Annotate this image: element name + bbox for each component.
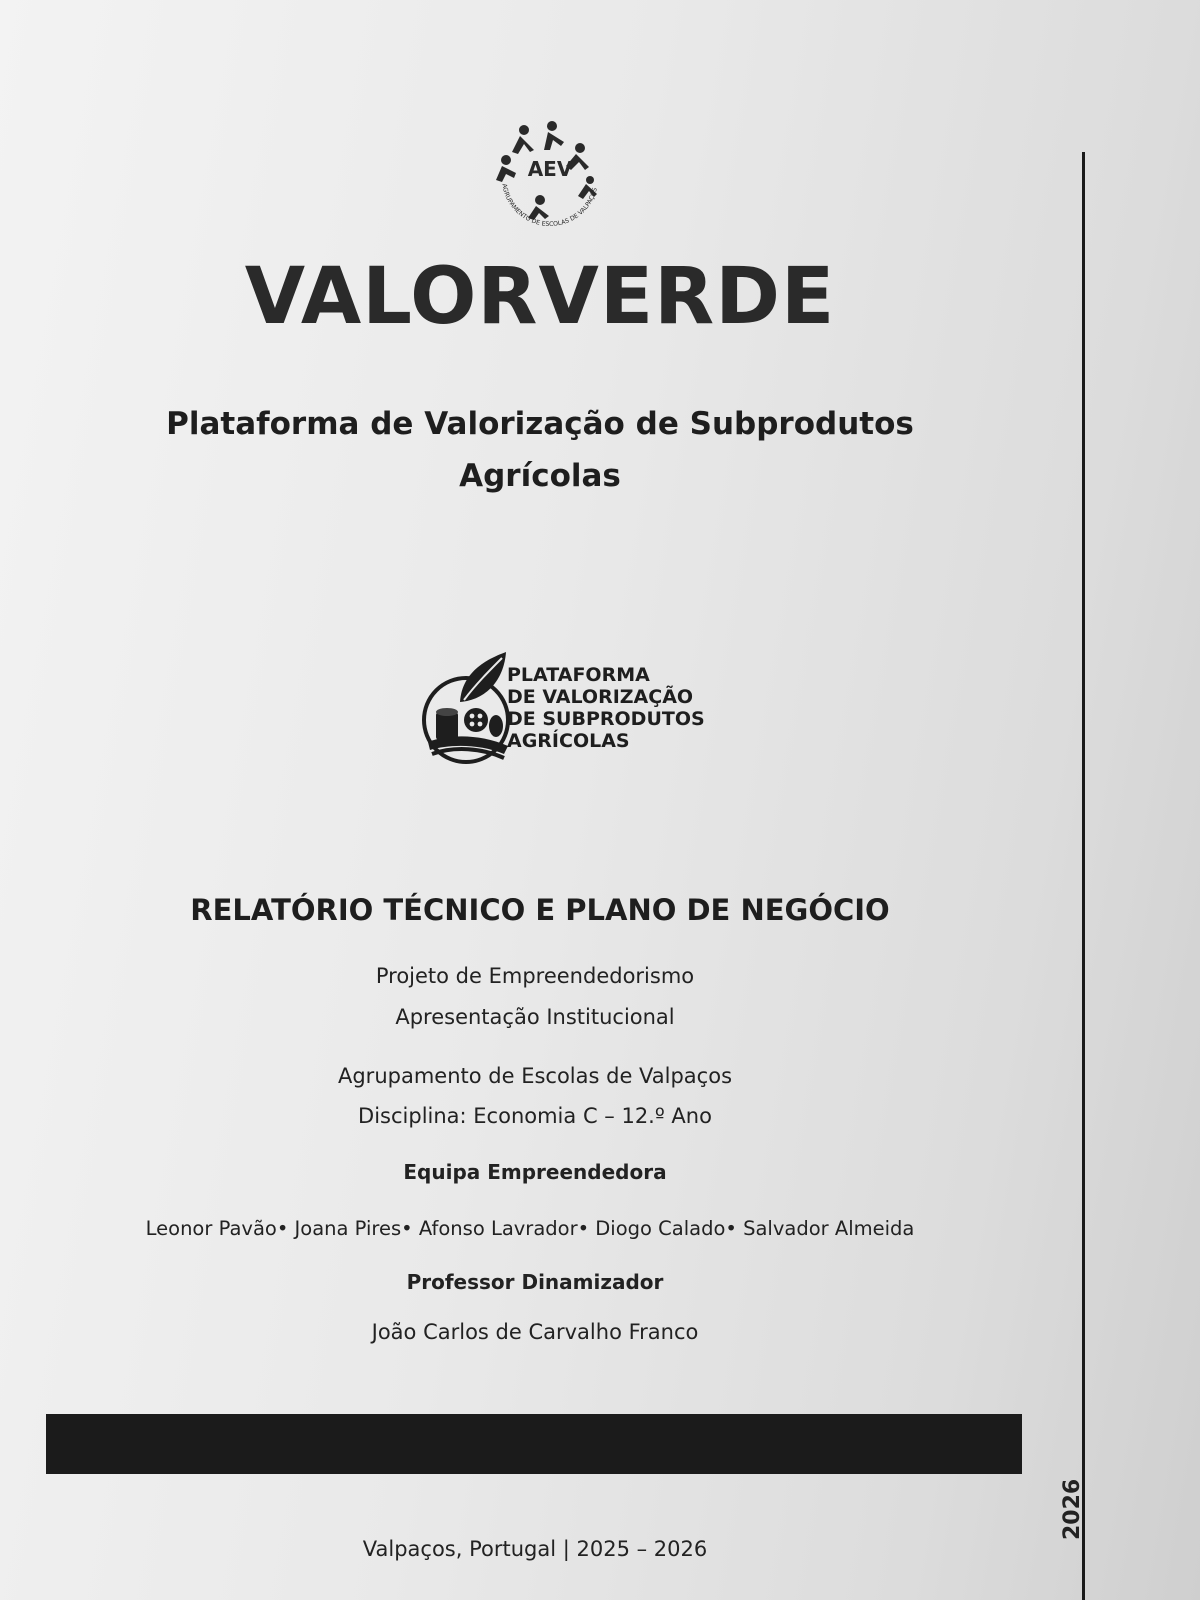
seal-ring-text: AGRUPAMENTO DE ESCOLAS DE VALPAÇOS bbox=[500, 183, 599, 229]
seal-initials: AEV bbox=[527, 157, 573, 181]
leaf-crop-icon bbox=[420, 650, 510, 778]
presentation-type: Apresentação Institucional bbox=[395, 1005, 675, 1029]
team-heading: Equipa Empreendedora bbox=[403, 1160, 667, 1184]
project-subtitle bbox=[130, 398, 950, 502]
discipline: Disciplina: Economia C – 12.º Ano bbox=[358, 1104, 712, 1128]
page-edge-line bbox=[1082, 152, 1085, 1600]
location-year: Valpaços, Portugal | 2025 – 2026 bbox=[362, 1537, 708, 1561]
school-seal-logo bbox=[480, 118, 620, 248]
logo-line-3: DE SUBPRODUTOS bbox=[507, 708, 705, 730]
project-title: VALORVERDE bbox=[244, 252, 836, 342]
professor-heading: Professor Dinamizador bbox=[406, 1270, 664, 1294]
logo-line-4: AGRÍCOLAS bbox=[507, 730, 630, 752]
subtitle-line-2: Agrícolas bbox=[459, 458, 621, 494]
platform-logo bbox=[420, 650, 705, 778]
logo-line-1: PLATAFORMA bbox=[507, 664, 650, 686]
team-members: Leonor Pavão• Joana Pires• Afonso Lavrador• Diogo Calado• Salvador Almeida bbox=[145, 1217, 915, 1240]
school-name: Agrupamento de Escolas de Valpaços bbox=[337, 1064, 733, 1088]
logo-line-2: DE VALORIZAÇÃO bbox=[507, 686, 694, 708]
platform-logo-text bbox=[507, 664, 705, 752]
subtitle-line-1: Plataforma de Valorização de Subprodutos bbox=[166, 406, 914, 442]
report-title: RELATÓRIO TÉCNICO E PLANO DE NEGÓCIO bbox=[190, 893, 890, 927]
professor-name: João Carlos de Carvalho Franco bbox=[371, 1320, 699, 1344]
side-year: 2026 bbox=[1060, 1478, 1085, 1540]
redaction-bar bbox=[46, 1414, 1022, 1474]
project-type: Projeto de Empreendedorismo bbox=[375, 964, 695, 988]
